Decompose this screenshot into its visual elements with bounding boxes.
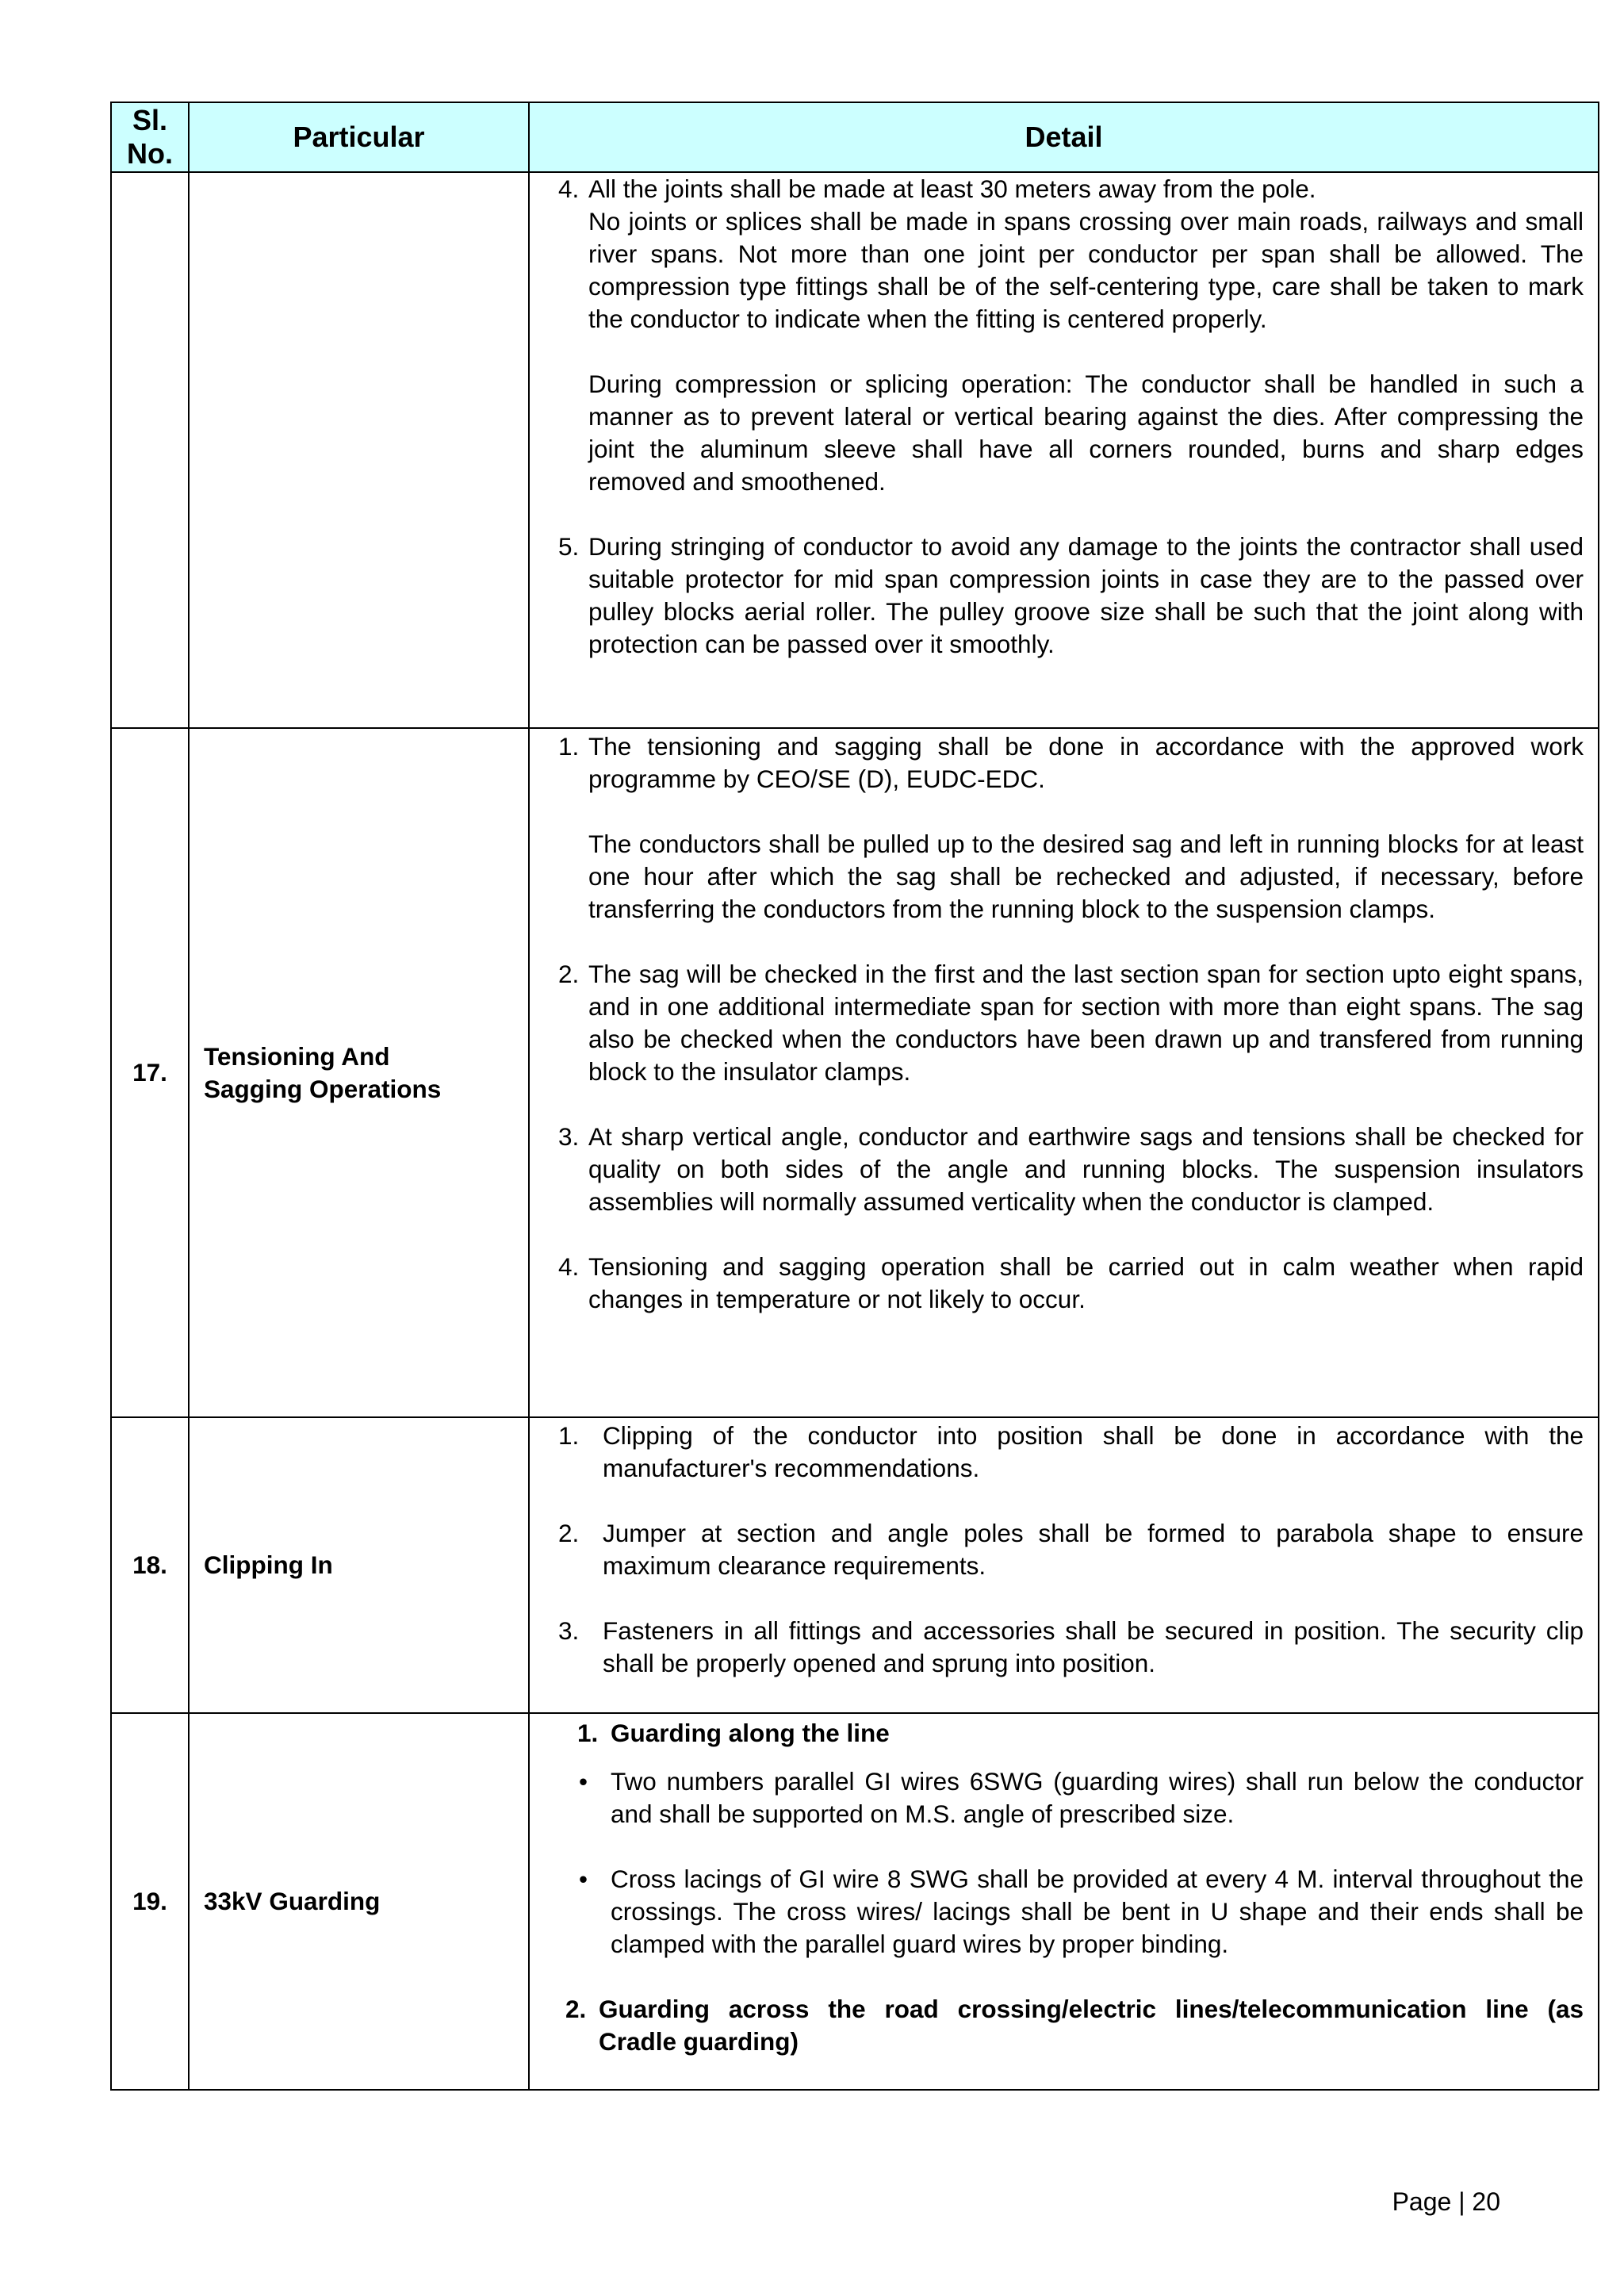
item-text: Fasteners in all fittings and accessories shall be secured in position. The security clip shall be properly opened and sprung into position. xyxy=(603,1616,1584,1677)
list-item xyxy=(544,1420,1584,1485)
detail-cell xyxy=(529,1713,1599,2090)
particular-cell: Clipping In xyxy=(189,1417,529,1713)
particular-label-line2: Sagging Operations xyxy=(204,1074,442,1103)
detail-cell-continuation xyxy=(529,172,1599,728)
table-row-19 xyxy=(111,1713,1599,2090)
particular-cell xyxy=(189,728,529,1417)
list-item xyxy=(544,730,1584,926)
sl-number: 17. xyxy=(111,728,189,1417)
item-number: 2. xyxy=(558,1519,580,1547)
item-number: 3. xyxy=(558,1122,580,1151)
table-row-18 xyxy=(111,1417,1599,1713)
list-item xyxy=(544,1993,1584,2058)
sl-number: 18. xyxy=(111,1417,189,1713)
list-item xyxy=(544,531,1584,661)
list-item xyxy=(544,1615,1584,1680)
table-header-row xyxy=(111,102,1599,172)
particular-cell-empty xyxy=(189,172,529,728)
list-item xyxy=(544,958,1584,1088)
bullet-icon: • xyxy=(579,1865,588,1893)
specification-table xyxy=(110,102,1599,2091)
item-number: 2. xyxy=(558,960,580,988)
list-item xyxy=(544,1251,1584,1316)
item-text: During stringing of conductor to avoid any damage to the joints the contractor shall used suitable protector for mid span compression joints in case they are to the passed over pulley blocks aerial roller. The pulley groove size shall be such that the joint along with protection can be passed over it smoothly. xyxy=(588,532,1584,658)
header-detail: Detail xyxy=(529,102,1599,172)
item-text: The sag will be checked in the first and the last section span for section upto eight spans, and in one additional intermediate span for section with more than eight spans. The sag also be checked when the conductors have been drawn up and transfered from running block to the insulator clamps. xyxy=(588,960,1584,1086)
particular-cell: 33kV Guarding xyxy=(189,1713,529,2090)
item-number: 1. xyxy=(577,1719,599,1747)
list-item xyxy=(544,1717,1584,1750)
section-heading: Guarding along the line xyxy=(611,1719,890,1747)
list-item xyxy=(544,1121,1584,1218)
page-number: Page | 20 xyxy=(1392,2187,1500,2216)
item-number: 4. xyxy=(558,1252,580,1281)
list-item xyxy=(544,1863,1584,1961)
bullet-icon: • xyxy=(579,1767,588,1796)
particular-label-line1: Tensioning And xyxy=(204,1041,390,1071)
header-sl-no xyxy=(111,102,189,172)
header-sl-no-label: Sl. No. xyxy=(127,104,173,170)
item-number: 3. xyxy=(558,1616,580,1645)
section-heading: Guarding across the road crossing/electric lines/telecommunication line (as Cradle guarding) xyxy=(599,1995,1584,2056)
item-text: Clipping of the conductor into position shall be done in accordance with the manufacturer's recommendations. xyxy=(603,1421,1584,1482)
item-text: At sharp vertical angle, conductor and earthwire sags and tensions shall be checked for quality on both sides of the angle and running blocks. The suspension insulators assemblies will normally assumed verticality when the conductor is clamped. xyxy=(588,1122,1584,1216)
detail-cell xyxy=(529,728,1599,1417)
item-text: All the joints shall be made at least 30 meters away from the pole. xyxy=(588,174,1316,203)
item-text: Cross lacings of GI wire 8 SWG shall be provided at every 4 M. interval throughout the crossings. The cross wires/ lacings shall be bent in U shape and their ends shall be clamped with the parallel guard wires by proper binding. xyxy=(611,1865,1584,1958)
item-text: Jumper at section and angle poles shall be formed to parabola shape to ensure maximum clearance requirements. xyxy=(603,1519,1584,1580)
sl-number: 19. xyxy=(111,1713,189,2090)
item-text: Tensioning and sagging operation shall be carried out in calm weather when rapid changes in temperature or not likely to occur. xyxy=(588,1252,1584,1313)
item-number: 5. xyxy=(558,532,580,561)
header-particular: Particular xyxy=(189,102,529,172)
detail-cell xyxy=(529,1417,1599,1713)
item-text: The conductors shall be pulled up to the desired sag and left in running blocks for at least one hour after which the sag shall be rechecked and adjusted, if necessary, before transferring the conductors from the running block to the suspension clamps. xyxy=(588,830,1584,923)
item-number: 4. xyxy=(558,174,580,203)
item-text: Two numbers parallel GI wires 6SWG (guarding wires) shall run below the conductor and shall be supported on M.S. angle of prescribed size. xyxy=(611,1767,1584,1828)
list-item xyxy=(544,173,1584,498)
table-row-continuation xyxy=(111,172,1599,728)
item-text: The tensioning and sagging shall be done in accordance with the approved work programme by CEO/SE (D), EUDC-EDC. xyxy=(588,732,1584,793)
item-number: 1. xyxy=(558,1421,580,1450)
item-text: No joints or splices shall be made in spans crossing over main roads, railways and small river spans. Not more than one joint per conductor per span shall be allowed. The compression type fittings shall be of the self-centering type, care shall be taken to mark the conductor to indicate when the fitting is centered properly. xyxy=(588,207,1584,333)
item-number: 1. xyxy=(558,732,580,761)
list-item xyxy=(544,1517,1584,1582)
list-item xyxy=(544,1765,1584,1830)
table-row-17 xyxy=(111,728,1599,1417)
item-number: 2. xyxy=(565,1995,587,2023)
sl-cell-empty xyxy=(111,172,189,728)
item-text: During compression or splicing operation: The conductor shall be handled in such a manner as to prevent lateral or vertical bearing against the dies. After compressing the joint the aluminum sleeve shall have all corners rounded, burns and sharp edges removed and smoothened. xyxy=(588,370,1584,496)
